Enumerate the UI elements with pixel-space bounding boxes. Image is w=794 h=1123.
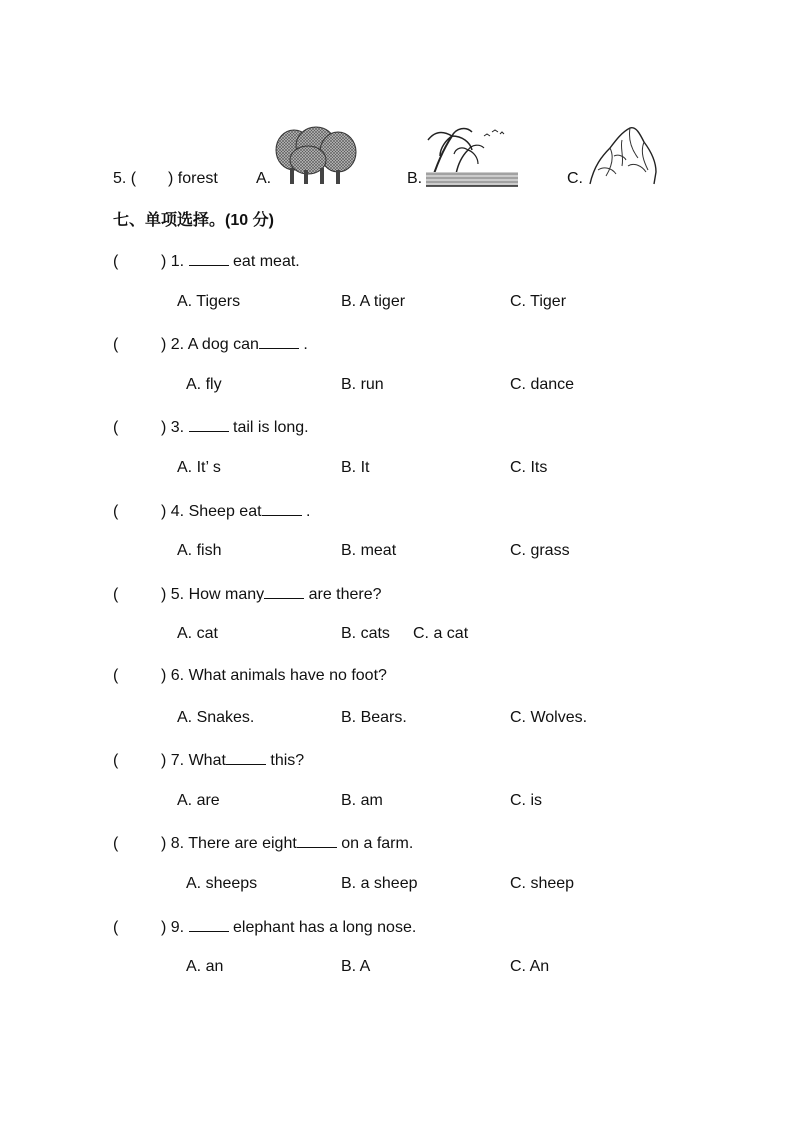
question-text-after-blank: elephant has a long nose. — [233, 919, 417, 936]
option-b: B. a sheep — [341, 875, 418, 892]
forest-trees-icon — [274, 126, 358, 186]
question-stem — [113, 251, 300, 271]
option-c: C. grass — [510, 542, 570, 559]
question-text-before-blank: There are eight — [188, 835, 297, 852]
option-a: A. an — [186, 958, 224, 975]
option-b: B. It — [341, 459, 370, 476]
option-c: C. dance — [510, 376, 575, 393]
question-number: ) 7. — [161, 752, 185, 769]
fill-in-blank[interactable] — [226, 750, 266, 765]
question-text-after-blank: . — [303, 336, 308, 353]
question-text-before-blank: How many — [188, 586, 265, 603]
question-text-after-blank: are there? — [308, 586, 382, 603]
question-stem — [113, 417, 309, 437]
option-a: A. sheeps — [186, 875, 258, 892]
option-b: B. A — [341, 958, 371, 975]
fill-in-blank[interactable] — [264, 584, 304, 599]
q5-option-a-label: A. — [256, 170, 272, 187]
q5-prefix: 5. ( — [113, 170, 137, 187]
option-c: C. Its — [510, 459, 548, 476]
option-c: C. An — [510, 958, 550, 975]
answer-paren[interactable]: ( — [113, 586, 119, 603]
fill-in-blank[interactable] — [259, 334, 299, 349]
question-text-after-blank: on a farm. — [341, 835, 414, 852]
question-number: ) 1. — [161, 253, 185, 270]
fill-in-blank[interactable] — [297, 833, 337, 848]
answer-paren[interactable]: ( — [113, 752, 119, 769]
question-number: ) 8. — [161, 835, 185, 852]
option-c: C. sheep — [510, 875, 575, 892]
question-number: ) 2. — [161, 336, 185, 353]
q5-option-b-label: B. — [407, 170, 423, 187]
question-stem — [113, 584, 382, 604]
option-b: B. am — [341, 792, 383, 809]
question-number: ) 6. — [161, 667, 185, 684]
question-stem — [113, 917, 416, 937]
q5-option-c-label: C. — [567, 170, 583, 187]
option-b: B. A tiger — [341, 293, 406, 310]
option-b: B. Bears. — [341, 709, 407, 726]
mountain-rocks-icon — [588, 126, 658, 186]
q5-suffix: ) forest — [168, 170, 218, 187]
question-number: ) 4. — [161, 503, 185, 520]
fill-in-blank[interactable] — [189, 417, 229, 432]
option-a: A. It’ s — [177, 459, 221, 476]
question-text-before-blank: What animals have no foot? — [188, 667, 387, 684]
option-c: C. is — [510, 792, 542, 809]
question-stem — [113, 501, 310, 521]
question-number: ) 3. — [161, 419, 185, 436]
option-a: A. Snakes. — [177, 709, 255, 726]
question-5-picture-row — [0, 126, 794, 188]
answer-paren[interactable]: ( — [113, 419, 119, 436]
answer-paren[interactable]: ( — [113, 919, 119, 936]
question-text-after-blank: . — [305, 503, 311, 520]
question-stem — [113, 667, 387, 685]
option-b: B. run — [341, 376, 384, 393]
question-text-before-blank: A dog can — [187, 336, 259, 353]
question-stem — [113, 833, 413, 853]
option-c: C. a cat — [413, 625, 469, 642]
option-a: A. cat — [177, 625, 218, 642]
fill-in-blank[interactable] — [189, 917, 229, 932]
question-number: ) 9. — [161, 919, 185, 936]
fill-in-blank[interactable] — [189, 251, 229, 266]
question-text-before-blank: Sheep eat — [188, 503, 262, 520]
answer-paren[interactable]: ( — [113, 336, 119, 353]
option-c: C. Wolves. — [510, 709, 588, 726]
question-number: ) 5. — [161, 586, 185, 603]
question-stem — [113, 750, 304, 770]
answer-paren[interactable]: ( — [113, 835, 119, 852]
option-b: B. meat — [341, 542, 397, 559]
question-text-after-blank: tail is long. — [233, 419, 309, 436]
option-b: B. cats — [341, 625, 390, 642]
option-a: A. are — [177, 792, 220, 809]
answer-paren[interactable]: ( — [113, 667, 119, 684]
question-text-before-blank: What — [188, 752, 226, 769]
fill-in-blank[interactable] — [262, 501, 302, 516]
question-text-after-blank: this? — [270, 752, 305, 769]
option-c: C. Tiger — [510, 293, 567, 310]
answer-paren[interactable]: ( — [113, 253, 119, 270]
option-a: A. fish — [177, 542, 222, 559]
beach-palm-icon — [426, 126, 518, 188]
option-a: A. fly — [186, 376, 222, 393]
question-text-after-blank: eat meat. — [233, 253, 300, 270]
section-title: 七、单项选择。(10 分) — [113, 212, 274, 229]
answer-paren[interactable]: ( — [113, 503, 119, 520]
option-a: A. Tigers — [177, 293, 241, 310]
question-stem — [113, 334, 308, 354]
